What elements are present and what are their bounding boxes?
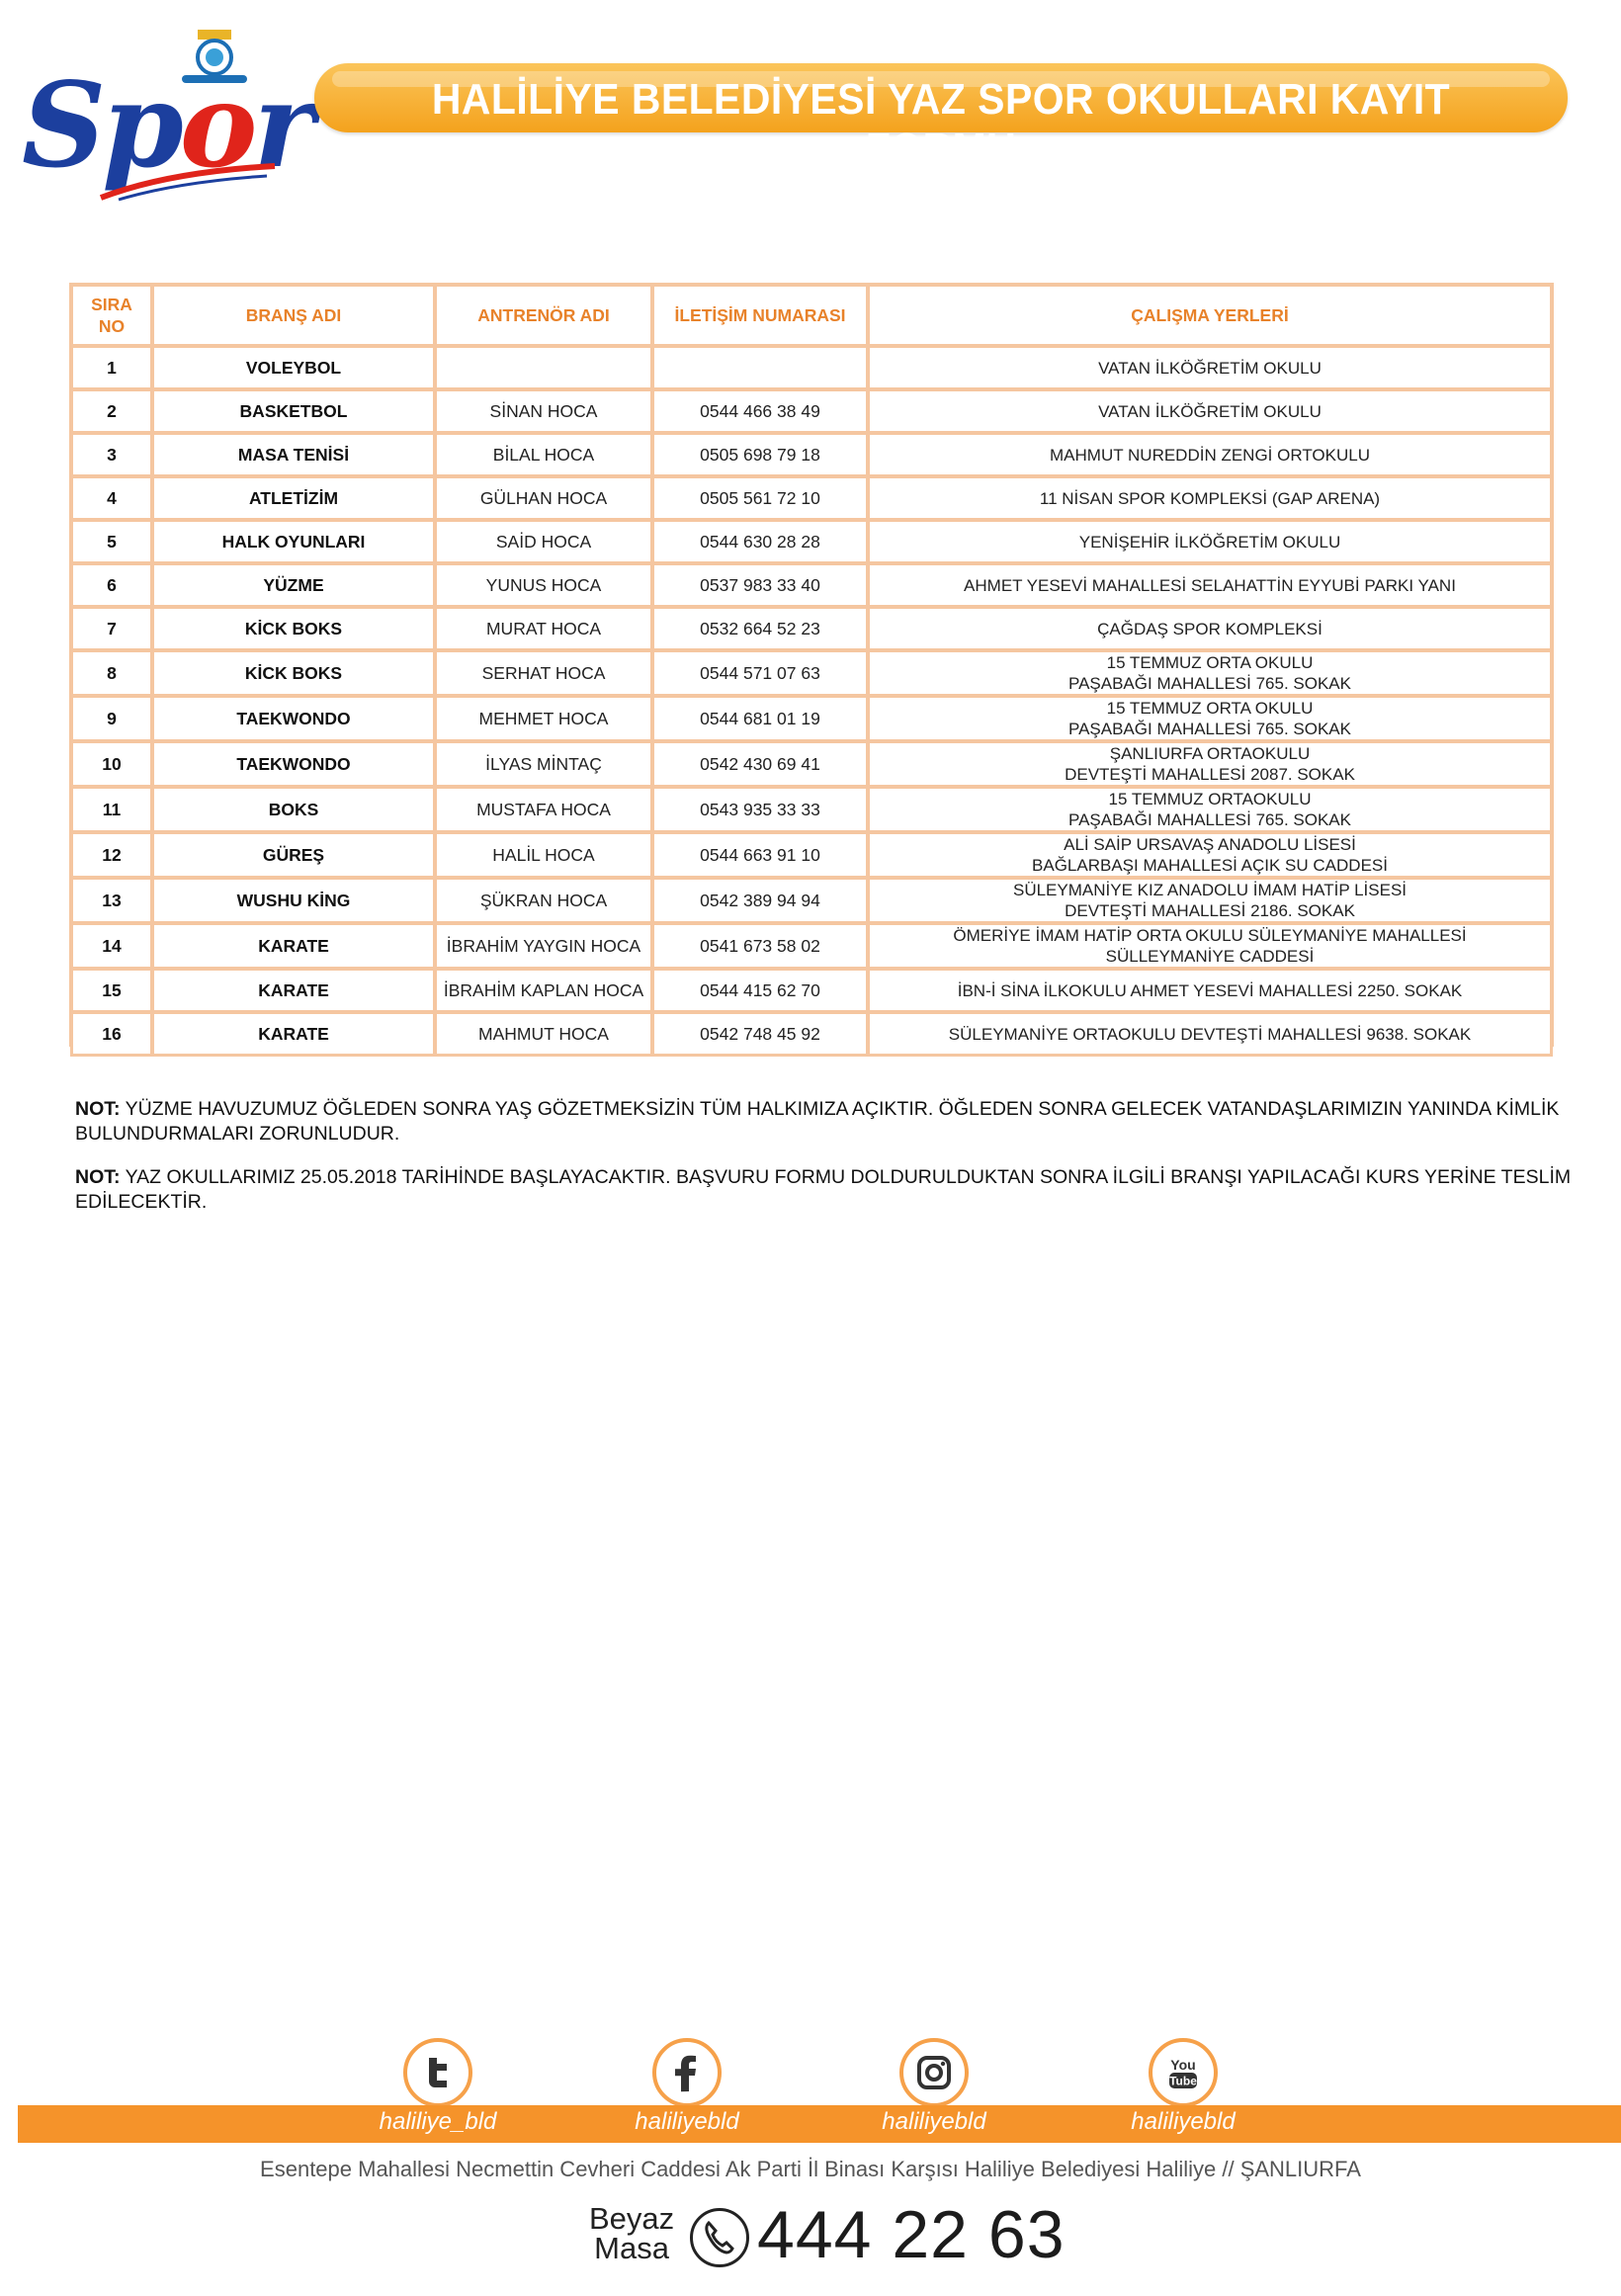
column-header-yer: ÇALIŞMA YERLERİ [870, 287, 1550, 344]
phone-number-cell: 0544 571 07 63 [654, 652, 866, 694]
coach-name-cell: SAİD HOCA [437, 522, 650, 561]
coach-name-cell: SİNAN HOCA [437, 391, 650, 431]
branch-name-cell: BASKETBOL [154, 391, 433, 431]
coach-name-cell: GÜLHAN HOCA [437, 478, 650, 518]
table-row [73, 743, 1550, 785]
location-line-2: PAŞABAĞI MAHALLESİ 765. SOKAK [1068, 720, 1351, 738]
spor-logo [22, 28, 311, 196]
location-line: SÜLEYMANİYE KIZ ANADOLU İMAM HATİP LİSESİ [1012, 881, 1408, 899]
location-line-2: DEVTEŞTİ MAHALLESİ 2186. SOKAK [1065, 901, 1355, 920]
row-number-cell: 8 [73, 652, 150, 694]
row-number-cell: 13 [73, 880, 150, 921]
twitter-icon[interactable] [403, 2038, 472, 2107]
coach-name-cell: İLYAS MİNTAÇ [437, 743, 650, 785]
table-row [73, 698, 1550, 739]
phone-number-cell: 0541 673 58 02 [654, 925, 866, 967]
row-number-cell: 7 [73, 609, 150, 648]
twitter-handle[interactable]: haliliye_bld [379, 2108, 497, 2135]
phone-number-cell: 0544 681 01 19 [654, 698, 866, 739]
coach-name-cell: HALİL HOCA [437, 834, 650, 876]
phone-number-cell: 0505 698 79 18 [654, 435, 866, 474]
branch-name-cell: KARATE [154, 1014, 433, 1054]
row-number-cell: 2 [73, 391, 150, 431]
location-cell [870, 652, 1550, 694]
phone-icon [690, 2208, 749, 2267]
instagram-handle[interactable]: haliliyebld [882, 2108, 986, 2135]
phone-number-cell: 0505 561 72 10 [654, 478, 866, 518]
location-cell [870, 348, 1550, 387]
column-header-brans: BRANŞ ADI [154, 287, 433, 344]
coach-name-cell: MEHMET HOCA [437, 698, 650, 739]
location-line: SÜLEYMANİYE ORTAOKULU DEVTEŞTİ MAHALLESİ 9638. SOKAK [948, 1024, 1472, 1044]
phone-number-cell [654, 348, 866, 387]
location-line-2: PAŞABAĞI MAHALLESİ 765. SOKAK [1068, 674, 1351, 693]
row-number-cell: 5 [73, 522, 150, 561]
phone-number-cell: 0542 748 45 92 [654, 1014, 866, 1054]
svg-text:Tube: Tube [1169, 2074, 1197, 2088]
coach-name-cell: MAHMUT HOCA [437, 1014, 650, 1054]
location-cell [870, 971, 1550, 1010]
notes-section [75, 1097, 1578, 1233]
location-line-2: DEVTEŞTİ MAHALLESİ 2087. SOKAK [1065, 765, 1355, 784]
phone-number-cell: 0537 983 33 40 [654, 565, 866, 605]
table-row [73, 391, 1550, 431]
location-cell [870, 609, 1550, 648]
coach-name-cell: MUSTAFA HOCA [437, 789, 650, 830]
table-row [73, 1014, 1550, 1054]
column-header-iletisim: İLETİŞİM NUMARASI [654, 287, 866, 344]
row-number-cell: 10 [73, 743, 150, 785]
location-line: 11 NİSAN SPOR KOMPLEKSİ (GAP ARENA) [1039, 488, 1381, 508]
coach-name-cell: BİLAL HOCA [437, 435, 650, 474]
note-1 [75, 1097, 1578, 1147]
location-line: AHMET YESEVİ MAHALLESİ SELAHATTİN EYYUBİ PARKI YANI [964, 575, 1456, 595]
location-line: 15 TEMMUZ ORTAOKULU [1108, 790, 1312, 808]
phone-number-cell: 0544 663 91 10 [654, 834, 866, 876]
row-number-cell: 11 [73, 789, 150, 830]
location-line: ŞANLIURFA ORTAOKULU [1109, 744, 1311, 763]
location-line: 15 TEMMUZ ORTA OKULU [1106, 653, 1314, 672]
phone-number-cell: 0544 415 62 70 [654, 971, 866, 1010]
location-cell [870, 698, 1550, 739]
branch-name-cell: KARATE [154, 971, 433, 1010]
title-banner [314, 63, 1568, 173]
branch-name-cell: KİCK BOKS [154, 609, 433, 648]
location-line: VATAN İLKÖĞRETİM OKULU [1098, 358, 1322, 378]
row-number-cell: 15 [73, 971, 150, 1010]
coach-name-cell: SERHAT HOCA [437, 652, 650, 694]
table-header-row [73, 287, 1550, 344]
table-row [73, 652, 1550, 694]
location-cell [870, 391, 1550, 431]
social-band [18, 2105, 1621, 2143]
branch-name-cell: VOLEYBOL [154, 348, 433, 387]
location-cell [870, 789, 1550, 830]
table-row [73, 348, 1550, 387]
address-text: Esentepe Mahallesi Necmettin Cevheri Caddesi Ak Parti İl Binası Karşısı Haliliye Belediyesi Haliliye // ŞANLIURFA [260, 2157, 1361, 2181]
phone-number-cell: 0542 430 69 41 [654, 743, 866, 785]
location-line-2: BAĞLARBAŞI MAHALLESİ AÇIK SU CADDESİ [1032, 856, 1388, 875]
table-row [73, 435, 1550, 474]
phone-number-cell: 0542 389 94 94 [654, 880, 866, 921]
note-text: YÜZME HAVUZUMUZ ÖĞLEDEN SONRA YAŞ GÖZETMEKSİZİN TÜM HALKIMIZA AÇIKTIR. ÖĞLEDEN SONRA GELECEK VATANDAŞLARIMIZIN YANINDA KİMLİK BULUNDURMALARI ZORUNLUDUR. [75, 1098, 1560, 1145]
row-number-cell: 3 [73, 435, 150, 474]
branch-name-cell: HALK OYUNLARI [154, 522, 433, 561]
table-row [73, 880, 1550, 921]
table-row [73, 565, 1550, 605]
coach-name-cell: MURAT HOCA [437, 609, 650, 648]
coach-name-cell: İBRAHİM KAPLAN HOCA [437, 971, 650, 1010]
hotline-number[interactable]: 444 22 63 [757, 2197, 1066, 2272]
branch-name-cell: MASA TENİSİ [154, 435, 433, 474]
column-header-no: SIRA NO [73, 287, 150, 344]
table-row [73, 789, 1550, 830]
location-cell [870, 880, 1550, 921]
table-row [73, 971, 1550, 1010]
location-cell [870, 834, 1550, 876]
location-line: YENİŞEHİR İLKÖĞRETİM OKULU [1078, 532, 1341, 552]
row-number-cell: 9 [73, 698, 150, 739]
coach-name-cell: İBRAHİM YAYGIN HOCA [437, 925, 650, 967]
beyaz-masa-label [589, 2201, 675, 2265]
note-label: NOT: [75, 1098, 121, 1120]
beyaz-text: Beyaz [589, 2201, 675, 2236]
note-text: YAZ OKULLARIMIZ 25.05.2018 TARİHİNDE BAŞLAYACAKTIR. BAŞVURU FORMU DOLDURULDUKTAN SONRA İLGİLİ BRANŞI YAPILACAĞI KURS YERİNE TESLİM EDİLECEKTİR. [75, 1166, 1572, 1213]
location-line: ALİ SAİP URSAVAŞ ANADOLU LİSESİ [1064, 835, 1356, 854]
row-number-cell: 4 [73, 478, 150, 518]
branch-name-cell: KİCK BOKS [154, 652, 433, 694]
branch-name-cell: TAEKWONDO [154, 698, 433, 739]
table-row [73, 478, 1550, 518]
row-number-cell: 14 [73, 925, 150, 967]
location-cell [870, 925, 1550, 967]
youtube-handle[interactable]: haliliyebld [1131, 2108, 1236, 2135]
location-line-2: SÜLLEYMANİYE CADDESİ [1105, 947, 1315, 966]
location-cell [870, 1014, 1550, 1054]
table-row [73, 925, 1550, 967]
phone-number-cell: 0544 466 38 49 [654, 391, 866, 431]
table-row [73, 834, 1550, 876]
branch-name-cell: KARATE [154, 925, 433, 967]
location-line: MAHMUT NUREDDİN ZENGİ ORTOKULU [1050, 445, 1370, 465]
spor-logo-text: Spor [22, 67, 311, 184]
masa-text: Masa [594, 2231, 669, 2265]
location-cell [870, 435, 1550, 474]
branch-name-cell: BOKS [154, 789, 433, 830]
location-line: ÇAĞDAŞ SPOR KOMPLEKSİ [1097, 619, 1322, 638]
note-2 [75, 1165, 1578, 1215]
phone-number-cell: 0543 935 33 33 [654, 789, 866, 830]
table-row [73, 522, 1550, 561]
column-header-antrenor: ANTRENÖR ADI [437, 287, 650, 344]
location-cell [870, 478, 1550, 518]
note-label: NOT: [75, 1166, 121, 1188]
page-title: HALİLİYE BELEDİYESİ YAZ SPOR OKULLARI KAYIT FORMU [431, 75, 1451, 173]
instagram-icon[interactable] [899, 2038, 969, 2107]
row-number-cell: 12 [73, 834, 150, 876]
row-number-cell: 1 [73, 348, 150, 387]
branch-name-cell: YÜZME [154, 565, 433, 605]
coach-name-cell: ŞÜKRAN HOCA [437, 880, 650, 921]
location-line: İBN-İ SİNA İLKOKULU AHMET YESEVİ MAHALLESİ 2250. SOKAK [957, 980, 1463, 1000]
location-line: ÖMERİYE İMAM HATİP ORTA OKULU SÜLEYMANİYE MAHALLESİ [953, 926, 1467, 945]
location-cell [870, 743, 1550, 785]
location-line: VATAN İLKÖĞRETİM OKULU [1098, 401, 1322, 421]
registration-table [69, 283, 1554, 1047]
facebook-handle[interactable]: haliliyebld [635, 2108, 739, 2135]
phone-number-cell: 0544 630 28 28 [654, 522, 866, 561]
branch-name-cell: WUSHU KİNG [154, 880, 433, 921]
svg-text:You: You [1170, 2057, 1196, 2073]
branch-name-cell: ATLETİZİM [154, 478, 433, 518]
row-number-cell: 6 [73, 565, 150, 605]
branch-name-cell: TAEKWONDO [154, 743, 433, 785]
location-cell [870, 522, 1550, 561]
facebook-icon[interactable] [652, 2038, 722, 2107]
table-row [73, 609, 1550, 648]
youtube-icon[interactable] [1149, 2038, 1218, 2107]
coach-name-cell [437, 348, 650, 387]
location-line-2: PAŞABAĞI MAHALLESİ 765. SOKAK [1068, 810, 1351, 829]
phone-number-cell: 0532 664 52 23 [654, 609, 866, 648]
location-cell [870, 565, 1550, 605]
row-number-cell: 16 [73, 1014, 150, 1054]
branch-name-cell: GÜREŞ [154, 834, 433, 876]
logo-swoosh-icon [99, 162, 277, 202]
location-line: 15 TEMMUZ ORTA OKULU [1106, 699, 1314, 718]
coach-name-cell: YUNUS HOCA [437, 565, 650, 605]
